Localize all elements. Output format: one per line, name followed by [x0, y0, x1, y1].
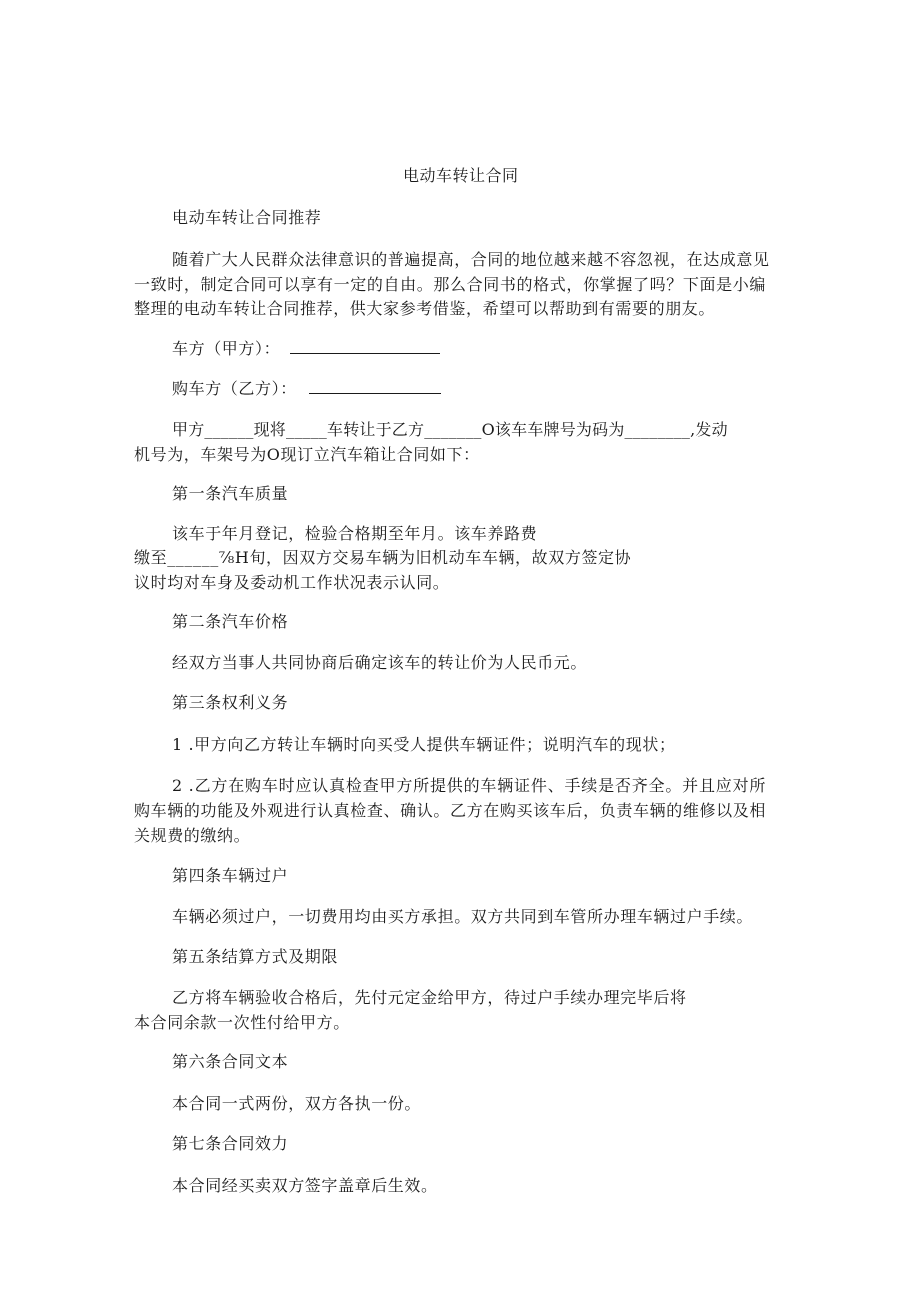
article-1-heading: 第一条汽车质量: [172, 484, 289, 503]
article-1-line-1: 该车于年月登记，检验合格期至年月。该车养路费: [172, 524, 538, 543]
article-7-heading: 第七条合同效力: [172, 1134, 289, 1153]
article-3-heading: 第三条权利义务: [172, 693, 289, 712]
article-6-heading: 第六条合同文本: [172, 1052, 289, 1071]
article-2-heading: 第二条汽车价格: [172, 612, 289, 631]
article-7-text: 本合同经买卖双方签字盖章后生效。: [172, 1176, 438, 1195]
buyer-name-blank[interactable]: [309, 379, 441, 394]
article-3-item-2-line-2: 购车辆的功能及外观进行认真检查、确认。乙方在购买该车后，负责车辆的维修以及相: [134, 801, 766, 820]
subtitle: 电动车转让合同推荐: [172, 208, 322, 227]
article-3-item-2-line-1: 2 .乙方在购车时应认真检查甲方所提供的车辆证件、手续是否齐全。并且应对所: [172, 776, 766, 795]
transfer-line-1: 甲方______现将_____车转让于乙方_______O该车车牌号为码为________,发动: [172, 420, 728, 439]
article-3-item-2-line-3: 关规费的缴纳。: [134, 826, 251, 845]
intro-line-1: 随着广大人民群众法律意识的普遍提高，合同的地位越来越不容忽视，在达成意见: [172, 250, 770, 269]
buyer-label: 购车方（乙方）：: [172, 379, 297, 398]
article-4-text: 车辆必须过户，一切费用均由买方承担。双方共同到车管所办理车辆过户手续。: [172, 907, 754, 926]
article-4-heading: 第四条车辆过户: [172, 866, 289, 885]
article-1-line-2: 缴至______⅞H旬，因双方交易车辆为旧机动车车辆，故双方签定协: [134, 548, 632, 567]
buyer-line: [172, 379, 441, 399]
article-5-line-1: 乙方将车辆验收合格后，先付元定金给甲方，待过户手续办理完毕后将: [172, 988, 687, 1007]
transfer-line-2: 机号为，车架号为O现订立汽车箱让合同如下：: [134, 445, 480, 464]
article-1-line-3: 议时均对车身及委动机工作状况表示认同。: [134, 573, 450, 592]
article-6-text: 本合同一式两份，双方各执一份。: [172, 1094, 422, 1113]
article-5-line-2: 本合同余款一次性付给甲方。: [134, 1013, 350, 1032]
intro-line-3: 整理的电动车转让合同推荐，供大家参考借鉴，希望可以帮助到有需要的朋友。: [134, 299, 716, 318]
seller-line: [172, 339, 440, 359]
intro-line-2: 一致时，制定合同可以享有一定的自由。那么合同书的格式，你掌握了吗？下面是小编: [134, 275, 766, 294]
article-3-item-1: 1 .甲方向乙方转让车辆时向买受人提供车辆证件；说明汽车的现状；: [172, 735, 676, 754]
document-title: 电动车转让合同: [403, 166, 519, 185]
article-5-heading: 第五条结算方式及期限: [172, 947, 339, 966]
seller-label: 车方（甲方）：: [172, 339, 281, 358]
article-2-text: 经双方当事人共同协商后确定该车的转让价为人民币元。: [172, 653, 588, 672]
seller-name-blank[interactable]: [290, 339, 440, 354]
